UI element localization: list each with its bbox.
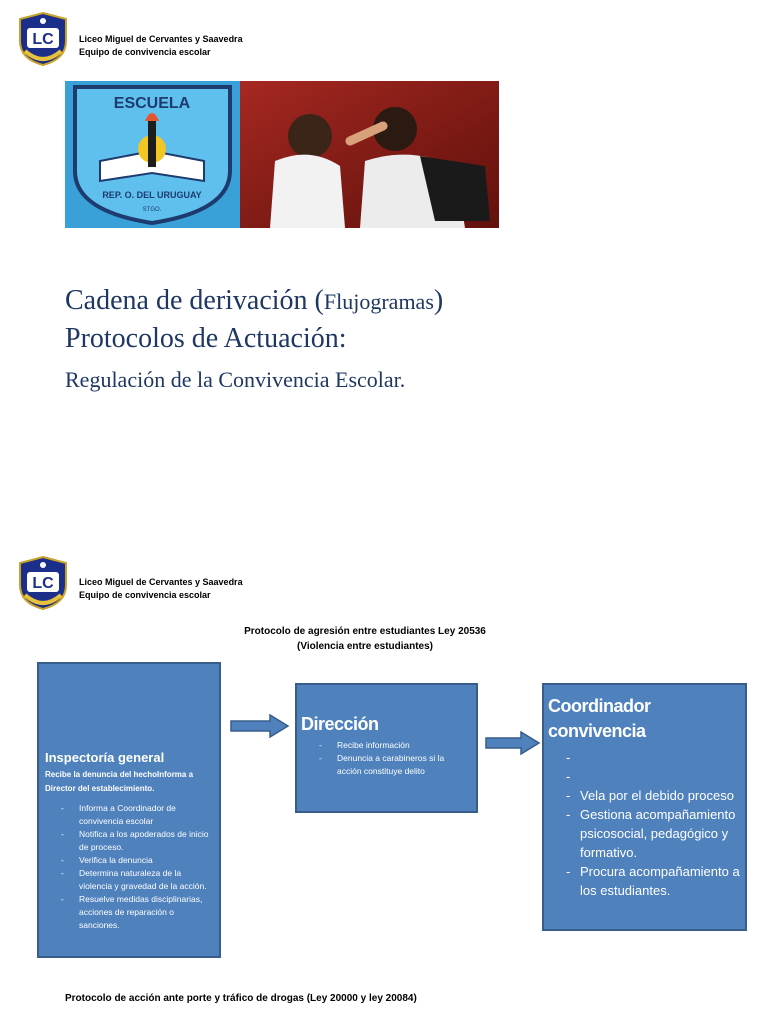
school-name: Liceo Miguel de Cervantes y Saavedra — [79, 577, 243, 587]
school-name: Liceo Miguel de Cervantes y Saavedra — [79, 34, 243, 44]
team-name: Equipo de convivencia escolar — [79, 47, 211, 57]
list-item: - Informa a Coordinador de convivencia escolar — [39, 802, 213, 828]
title-end: ) — [433, 285, 444, 316]
box-coordinador-title: Coordinador convivencia — [548, 696, 651, 741]
list-item: - Denuncia a carabineros si la acción constituye delito — [297, 752, 470, 778]
box-coordinador-list — [544, 748, 745, 900]
box-inspectoria-title: Inspectoría general — [45, 750, 165, 765]
box-inspectoria-list — [39, 802, 219, 932]
protocol-subtitle: (Violencia entre estudiantes) — [297, 641, 433, 652]
page-title — [65, 284, 443, 319]
title-main: Cadena de derivación ( — [65, 285, 324, 316]
list-item — [544, 748, 741, 767]
arrow-right-icon — [230, 714, 290, 738]
arrow-right-icon — [485, 731, 541, 755]
list-item: - Recibe información — [297, 739, 470, 752]
shield-top-text: ESCUELA — [113, 95, 191, 112]
protocol-title: Protocolo de agresión entre estudiantes Ley 20536 — [244, 626, 486, 637]
shield-city-text: STGO. — [142, 207, 162, 213]
page-subtitle-2: Regulación de la Convivencia Escolar. — [65, 367, 406, 392]
header-text — [79, 33, 243, 59]
box-direccion-list — [297, 739, 476, 778]
box-inspectoria-general — [37, 662, 221, 958]
box-direccion — [295, 683, 478, 813]
box-coordinador-convivencia — [542, 683, 747, 931]
logo-letters: LC — [32, 575, 54, 592]
list-item: - Vela por el debido proceso — [544, 786, 741, 805]
page-subtitle: Protocolos de Actuación: — [65, 323, 347, 354]
school-logo — [16, 555, 70, 611]
box-inspectoria-intro: Recibe la denuncia del hechoInforma a Director del establecimiento. — [45, 770, 194, 793]
banner-image — [65, 81, 499, 228]
list-item: - Resuelve medidas disciplinarias, acciones de reparación o sanciones. — [39, 893, 213, 932]
next-protocol-title: Protocolo de acción ante porte y tráfico de drogas (Ley 20000 y ley 20084) — [65, 993, 417, 1004]
team-name: Equipo de convivencia escolar — [79, 590, 211, 600]
shield-bottom-text: REP. O. DEL URUGUAY — [102, 190, 202, 200]
logo-letters: LC — [32, 31, 54, 48]
header-text — [79, 576, 243, 602]
title-sub: Flujogramas — [323, 289, 434, 314]
list-item: - Notifica a los apoderados de inicio de proceso. — [39, 828, 213, 854]
box-direccion-title: Dirección — [301, 714, 379, 734]
list-item: - Verifica la denuncia — [39, 854, 213, 867]
list-item: - Determina naturaleza de la violencia y gravedad de la acción. — [39, 867, 213, 893]
list-item — [544, 767, 741, 786]
list-item: - Procura acompañamiento a los estudiantes. — [544, 862, 741, 900]
list-item: - Gestiona acompañamiento psicosocial, pedagógico y formativo. — [544, 805, 741, 862]
school-logo — [16, 11, 70, 67]
